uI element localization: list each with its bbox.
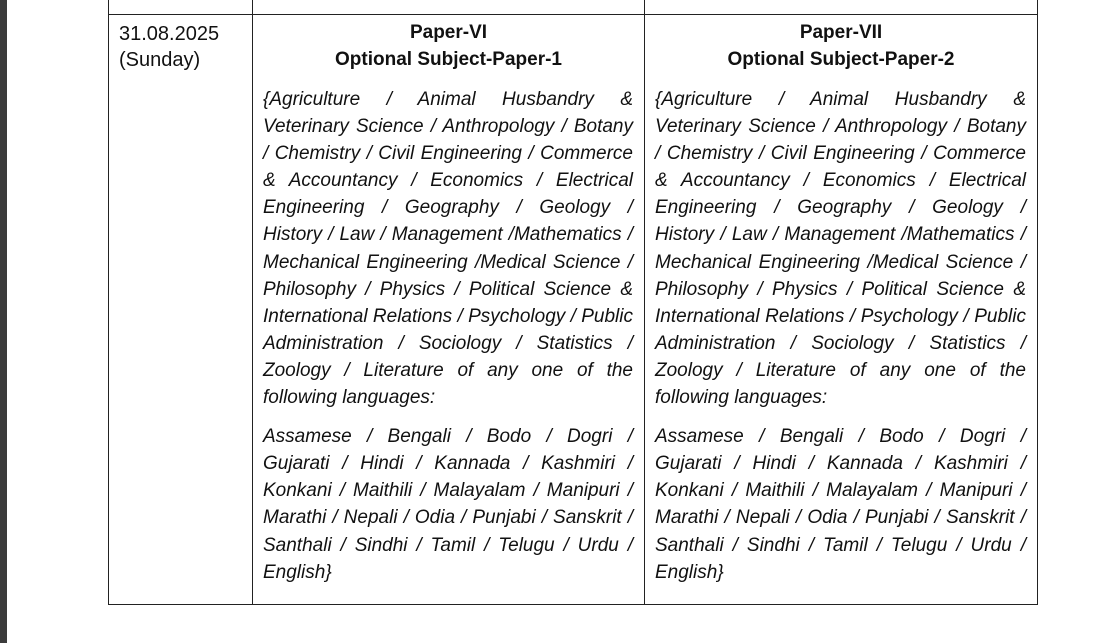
exam-schedule-table bbox=[108, 0, 1038, 605]
paper-vii-subjects: {Agriculture / Animal Husbandry & Veterinary Science / Anthropology / Botany / Chemistry / Civil Engineering / Commerce & Accountancy / Economics / Electrical Engineering / Geography / Geology / History / Law / Management /Mathematics / Mechanical Engineering /Medical Science / Philosophy / Physics / Political Science & International Relations / Psychology / Public Administration / Sociology / Statistics / Zoology / Literature of any one of the following languages: bbox=[655, 89, 1026, 409]
paper-vii-cell bbox=[645, 15, 1038, 605]
paper-vii-languages: Assamese / Bengali / Bodo / Dogri / Gujarati / Hindi / Kannada / Kashmiri / Konkani / Maithili / Malayalam / Manipuri / Marathi / Nepali / Odia / Punjabi / Sanskrit / Santhali / Sindhi / Tamil / Telugu / Urdu / English} bbox=[655, 426, 1026, 583]
prev-row-fragment bbox=[263, 0, 389, 2]
prev-row-paper2-cell bbox=[645, 0, 1038, 15]
paper-vi-title: Optional Subject-Paper-1 bbox=[335, 49, 562, 70]
paper-vi-languages: Assamese / Bengali / Bodo / Dogri / Gujarati / Hindi / Kannada / Kashmiri / Konkani / Maithili / Malayalam / Manipuri / Marathi / Nepali / Odia / Punjabi / Sanskrit / Santhali / Sindhi / Tamil / Telugu / Urdu / English} bbox=[263, 426, 633, 583]
paper-vi-cell bbox=[253, 15, 645, 605]
paper-vi-label: Paper-VI bbox=[409, 22, 488, 43]
prev-row-paper1-cell bbox=[253, 0, 645, 15]
paper-vii-title: Optional Subject-Paper-2 bbox=[727, 49, 955, 70]
date-cell bbox=[108, 15, 253, 605]
paper-vii-label: Paper-VII bbox=[799, 22, 883, 43]
exam-day: (Sunday) bbox=[119, 49, 201, 71]
paper-vi-subjects: {Agriculture / Animal Husbandry & Veterinary Science / Anthropology / Botany / Chemistry / Civil Engineering / Commerce & Accountancy / Economics / Electrical Engineering / Geography / Geology / History / Law / Management /Mathematics / Mechanical Engineering /Medical Science / Philosophy / Physics / Political Science & International Relations / Psychology / Public Administration / Sociology / Statistics / Zoology / Literature of any one of the following languages: bbox=[263, 89, 633, 409]
prev-row-date-cell bbox=[108, 0, 253, 15]
document-page bbox=[7, 0, 1099, 643]
exam-date: 31.08.2025 bbox=[119, 23, 220, 45]
